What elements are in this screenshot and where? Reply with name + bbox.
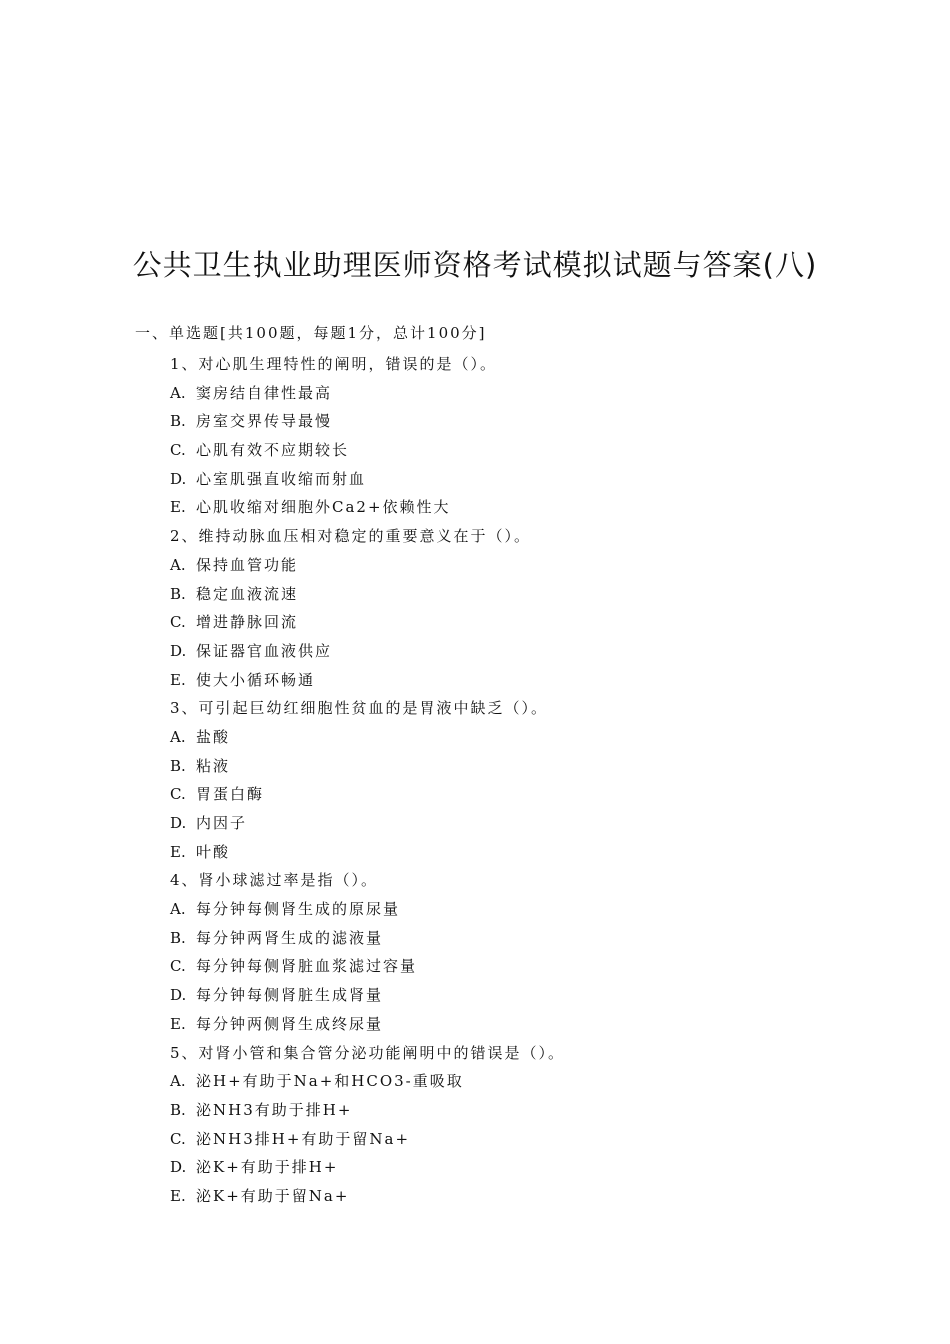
option-letter: D. bbox=[170, 1158, 187, 1177]
option-letter: C. bbox=[170, 441, 186, 460]
option-text: 每分钟每侧肾脏血浆滤过容量 bbox=[196, 957, 418, 976]
answer-option bbox=[0, 809, 950, 838]
option-text: 泌K+有助于排H+ bbox=[196, 1158, 339, 1177]
answer-option bbox=[0, 780, 950, 809]
document-title: 公共卫生执业助理医师资格考试模拟试题与答案(八) bbox=[132, 248, 818, 282]
option-letter: B. bbox=[170, 412, 186, 431]
option-text: 心肌有效不应期较长 bbox=[196, 441, 350, 460]
option-text: 心肌收缩对细胞外Ca2+依赖性大 bbox=[196, 498, 451, 517]
option-text: 泌K+有助于留Na+ bbox=[196, 1186, 350, 1205]
option-letter: D. bbox=[170, 641, 187, 660]
answer-option bbox=[0, 1067, 950, 1096]
option-text: 叶酸 bbox=[196, 842, 231, 861]
answer-option bbox=[0, 1096, 950, 1125]
option-letter: A. bbox=[170, 383, 186, 402]
option-text: 每分钟两侧肾生成终尿量 bbox=[196, 1014, 384, 1033]
option-text: 泌NH3排H+有助于留Na+ bbox=[196, 1129, 411, 1148]
answer-option bbox=[0, 436, 950, 465]
option-letter: C. bbox=[170, 785, 186, 804]
question-stem: 3、可引起巨幼红细胞性贫血的是胃液中缺乏（）。 bbox=[170, 699, 549, 718]
answer-option bbox=[0, 1125, 950, 1154]
option-text: 每分钟两肾生成的滤液量 bbox=[196, 928, 384, 947]
answer-option bbox=[0, 407, 950, 436]
answer-option bbox=[0, 924, 950, 953]
question-stem: 1、对心肌生理特性的阐明，错误的是（）。 bbox=[170, 355, 498, 373]
option-text: 保证器官血液供应 bbox=[196, 641, 333, 660]
option-letter: C. bbox=[170, 1129, 186, 1148]
option-letter: A. bbox=[170, 1072, 186, 1091]
option-text: 内因子 bbox=[196, 814, 248, 832]
option-text: 粘液 bbox=[196, 756, 231, 775]
answer-option bbox=[0, 723, 950, 752]
option-letter: E. bbox=[170, 670, 186, 689]
option-letter: B. bbox=[170, 928, 186, 947]
option-text: 房室交界传导最慢 bbox=[196, 412, 333, 431]
option-letter: A. bbox=[170, 727, 186, 746]
option-letter: D. bbox=[170, 469, 187, 488]
answer-option bbox=[0, 551, 950, 580]
option-letter: E. bbox=[170, 1186, 186, 1205]
question-stem: 4、肾小球滤过率是指（）。 bbox=[170, 871, 379, 890]
question-list bbox=[0, 350, 950, 1211]
answer-option bbox=[0, 838, 950, 867]
answer-option bbox=[0, 895, 950, 924]
question-stem: 2、维持动脉血压相对稳定的重要意义在于（）。 bbox=[170, 527, 532, 546]
option-letter: B. bbox=[170, 1100, 186, 1119]
option-letter: B. bbox=[170, 756, 186, 775]
answer-option bbox=[0, 1010, 950, 1039]
answer-option bbox=[0, 1182, 950, 1211]
option-letter: A. bbox=[170, 555, 186, 574]
answer-option bbox=[0, 465, 950, 494]
answer-option bbox=[0, 493, 950, 522]
option-text: 使大小循环畅通 bbox=[196, 670, 316, 689]
answer-option bbox=[0, 608, 950, 637]
option-text: 盐酸 bbox=[196, 727, 231, 746]
answer-option bbox=[0, 952, 950, 981]
option-text: 稳定血液流速 bbox=[196, 584, 299, 603]
answer-option bbox=[0, 379, 950, 408]
option-letter: D. bbox=[170, 814, 187, 832]
option-text: 保持血管功能 bbox=[196, 555, 299, 574]
answer-option bbox=[0, 637, 950, 666]
option-text: 窦房结自律性最高 bbox=[196, 383, 333, 402]
option-text: 增进静脉回流 bbox=[196, 613, 299, 632]
option-letter: E. bbox=[170, 1014, 186, 1033]
option-text: 泌H+有助于Na+和HCO3-重吸取 bbox=[196, 1072, 464, 1091]
answer-option bbox=[0, 1153, 950, 1182]
option-letter: E. bbox=[170, 842, 186, 861]
option-letter: B. bbox=[170, 584, 186, 603]
option-text: 每分钟每侧肾生成的原尿量 bbox=[196, 900, 401, 919]
option-text: 心室肌强直收缩而射血 bbox=[196, 469, 367, 488]
question-stem: 5、对肾小管和集合管分泌功能阐明中的错误是（）。 bbox=[170, 1043, 566, 1062]
answer-option bbox=[0, 666, 950, 695]
option-letter: C. bbox=[170, 613, 186, 632]
option-letter: C. bbox=[170, 957, 186, 976]
option-text: 每分钟每侧肾脏生成肾量 bbox=[196, 986, 384, 1005]
option-text: 泌NH3有助于排H+ bbox=[196, 1100, 353, 1119]
option-letter: E. bbox=[170, 498, 186, 517]
option-text: 胃蛋白酶 bbox=[196, 785, 265, 804]
section-header: 一、单选题[共100题，每题1分，总计100分] bbox=[135, 324, 487, 342]
answer-option bbox=[0, 752, 950, 781]
answer-option bbox=[0, 580, 950, 609]
option-letter: A. bbox=[170, 900, 186, 919]
answer-option bbox=[0, 981, 950, 1010]
option-letter: D. bbox=[170, 986, 187, 1005]
